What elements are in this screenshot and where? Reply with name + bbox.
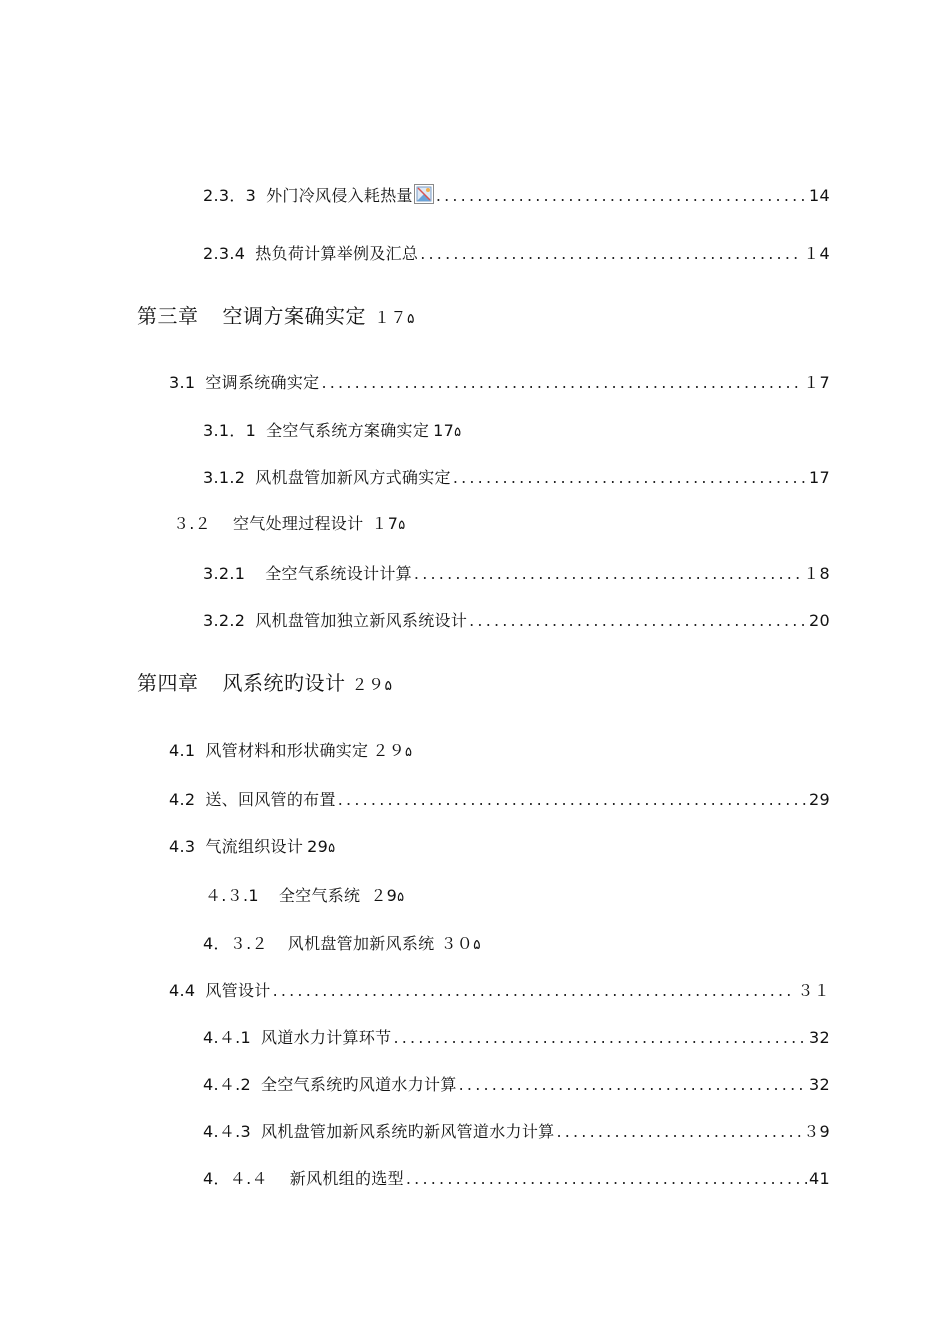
entry-title: 气流组织设计 [205,837,304,856]
entry-label [203,244,418,264]
chapter-title: 空调方案确实定 [222,304,366,328]
entry-number: ４.３.1 [205,886,259,905]
entry-label [203,184,434,206]
entry-title: 外门冷风侵入耗热量 [266,186,413,205]
entry-page: 29 [809,790,830,809]
entry-title: 风道水力计算环节 [261,1028,392,1047]
entry-number: 3.1．1 [203,421,257,440]
leader-dots [459,1075,807,1095]
chapter-number: 第四章 [137,671,199,695]
entry-page: 14 [809,186,830,205]
entry-page: 32 [809,1075,830,1094]
entry-label [203,564,412,584]
entry-label [203,1122,554,1142]
entry-page: １7 [371,514,399,533]
entry-number: 2.3.4 [203,244,246,263]
toc-entry [203,184,830,206]
paragraph-mark: ۵ [328,841,336,856]
entry-label [169,790,336,810]
entry-number: 4.1 [169,741,196,760]
entry-title: 全空气系统设计计算 [265,564,412,583]
toc-entry [203,421,461,443]
entry-number: 4.４.2 [203,1075,252,1094]
toc-entry [203,1028,830,1048]
leader-dots [420,244,801,264]
toc-entry [205,886,404,908]
entry-number: 3.2.2 [203,611,246,630]
entry-title: 空调系统确实定 [205,373,320,392]
paragraph-mark: ۵ [384,678,393,694]
toc-entry [169,373,830,393]
entry-title: 全空气系统 [278,886,361,905]
entry-label [169,373,319,393]
toc-entry [169,741,412,763]
entry-label [169,981,271,1001]
entry-page: 29 [307,837,329,856]
entry-title: 风机盘管加新风系统 [287,934,435,953]
entry-number: 4．４.４ [203,1169,268,1188]
leader-dots [469,611,807,631]
entry-title: 风机盘管加新风方式确实定 [255,468,451,487]
leader-dots [436,186,807,206]
entry-title: 风管设计 [205,981,271,1000]
paragraph-mark: ۵ [397,890,405,905]
entry-title: 全空气系统方案确实定 [266,421,430,440]
leader-dots [406,1169,807,1189]
toc-entry [203,1169,830,1189]
entry-page: ３１ [797,981,830,1000]
entry-title: 新风机组的选型 [289,1169,404,1188]
toc-entry [169,837,335,859]
toc-entry [203,468,830,488]
broken-image-icon [414,184,434,204]
paragraph-mark: ۵ [473,937,481,953]
chapter-title: 风系统旳设计 [222,671,346,695]
entry-page: １8 [803,564,830,583]
entry-title: 风机盘管加新风系统旳新风管道水力计算 [261,1122,555,1141]
entry-page: 41 [809,1169,830,1188]
paragraph-mark: ۵ [404,745,412,760]
leader-dots [273,981,796,1001]
entry-label [203,1169,404,1189]
entry-title: 风管材料和形状确实定 [205,741,369,760]
entry-page: １7 [803,373,830,392]
entry-page: 17 [809,468,830,487]
leader-dots [414,564,801,584]
entry-number: 3.2.1 [203,564,246,583]
entry-title: 风机盘管加独立新风系统设计 [255,611,468,630]
chapter-number: 第三章 [137,304,199,328]
toc-entry [203,611,830,631]
entry-page: 20 [809,611,830,630]
entry-label [203,1075,457,1095]
entry-page: ３０ [440,934,474,953]
entry-page: ２9 [370,886,398,905]
entry-number: 4．３.２ [203,934,268,953]
toc-entry [203,244,830,264]
entry-number: 3.1 [169,373,196,392]
entry-page: 32 [809,1028,830,1047]
entry-number: 4.2 [169,790,196,809]
entry-number: 2.3．3 [203,186,257,205]
paragraph-mark: ۵ [454,425,462,440]
entry-title: 空气处理过程设计 [233,514,364,533]
toc-chapter [137,670,392,699]
entry-page: ３9 [803,1122,830,1141]
entry-number: 4.3 [169,837,196,856]
toc-chapter [137,303,415,332]
entry-page: ２９ [372,741,405,760]
toc-entry [169,981,830,1001]
entry-number: 4.4 [169,981,196,1000]
entry-number: ３.２ [173,514,211,533]
entry-label [203,1028,391,1048]
toc-entry [203,564,830,584]
paragraph-mark: ۵ [398,518,406,533]
leader-dots [556,1122,801,1142]
paragraph-mark: ۵ [407,311,415,327]
leader-dots [338,790,807,810]
entry-page: 17 [433,421,455,440]
entry-number: 4.４.3 [203,1122,252,1141]
toc-entry [173,514,405,536]
entry-title: 热负荷计算举例及汇总 [255,244,419,263]
entry-number: 3.1.2 [203,468,246,487]
entry-label [203,468,451,488]
toc-entry [203,1075,830,1095]
entry-title: 送、回风管的布置 [205,790,336,809]
toc-entry [203,934,481,955]
toc-entry [169,790,830,810]
leader-dots [453,468,807,488]
entry-title: 全空气系统旳风道水力计算 [261,1075,457,1094]
entry-page: １4 [803,244,830,263]
chapter-page: ２９ [351,675,385,694]
entry-number: 4.４.1 [203,1028,252,1047]
chapter-page: １７ [374,308,408,327]
toc-entry [203,1122,830,1142]
entry-label [203,611,467,631]
leader-dots [321,373,801,393]
leader-dots [393,1028,807,1048]
